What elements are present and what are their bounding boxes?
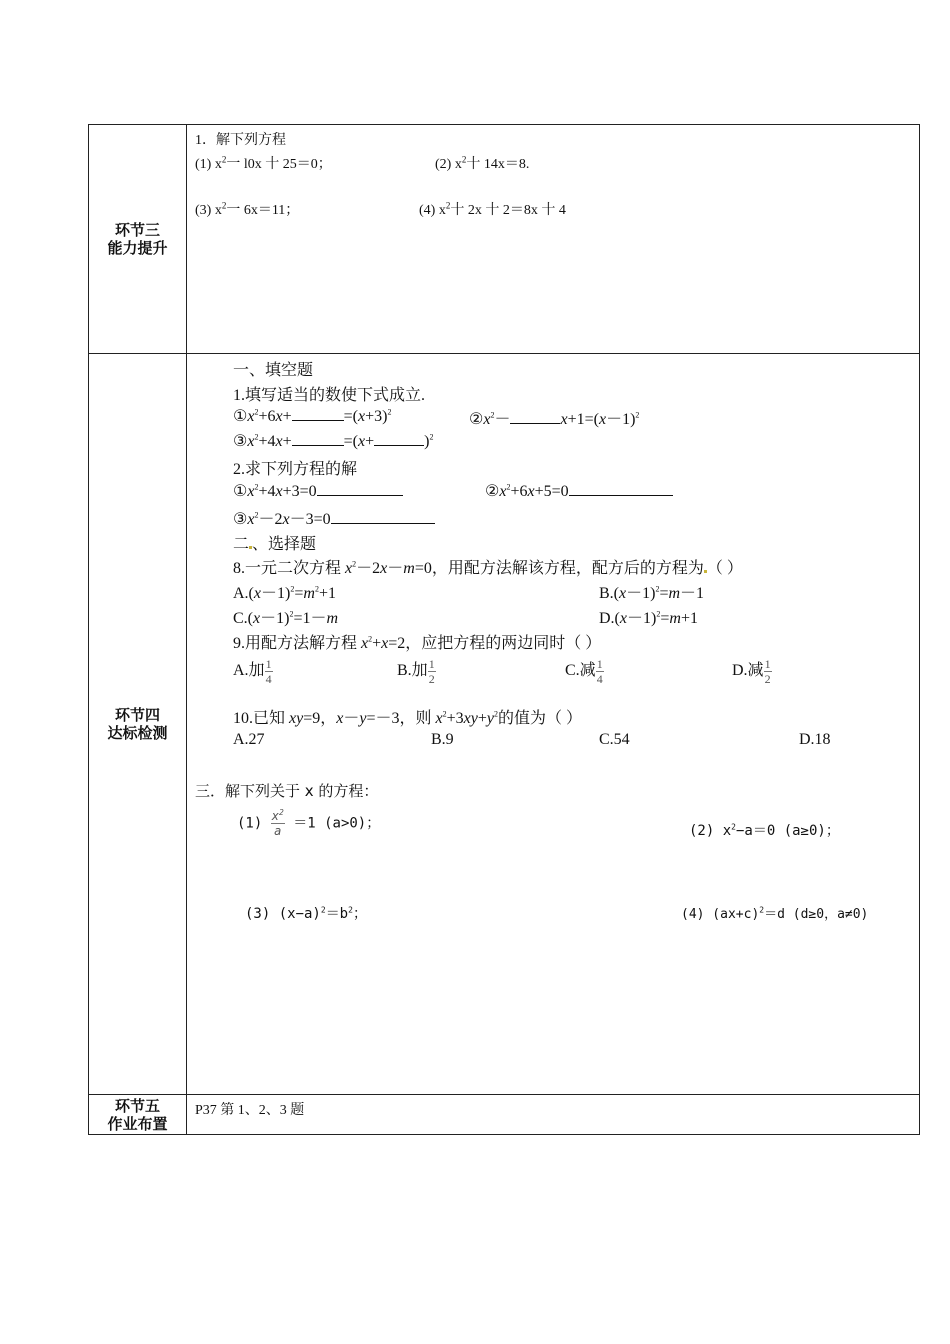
fraction: $\frac{1}{2}$ [764,657,771,686]
solve-item-2b: $②x^2+6x+5=0$ [485,481,673,501]
choice-9b[interactable]: B.加 $\frac{1}{2}$ [397,657,435,686]
equation-2: (2) $x^2$十 14x＝8. [435,154,530,172]
choice-8a[interactable]: $A.(x-1)^2=m^2+1$ [233,584,336,602]
choice-10c[interactable]: C.54 [599,731,630,748]
choice-9a[interactable]: A.加 $\frac{1}{4}$ [233,657,272,686]
fill-item-1a: $①x^2+6x+ =(x+3)^2$ [233,407,392,425]
answer-blank[interactable] [569,494,673,496]
equation-p3-4: (4) $(ax+c)^2=d$ (d≥0，a≠0) [681,905,869,922]
answer-blank[interactable] [510,422,560,424]
fraction: $\frac{x^2}{a}$ [271,808,284,838]
answer-blank[interactable] [317,494,403,496]
equation-4: (4) $x^2$十 2x 十 2＝8x 十 4 [419,200,566,218]
section-label-line1: 环节五 [114,1096,160,1115]
equation-p3-1: (1) $\frac{x^2}{a}$ ＝1 (a>0)； [237,808,381,838]
section-row-5 [89,1095,920,1135]
fill-question-1: 1.填写适当的数使下式成立. [233,387,426,404]
section-label-3 [89,125,187,354]
question-title: 1．解下列方程 [195,133,286,148]
choice-8b[interactable]: $B.(x-1)^2=m-1$ [599,584,705,602]
equation-p3-2: (2) $x^2-a=0$ (a≥0)； [689,822,840,839]
answer-blank[interactable] [331,522,435,524]
choice-9c[interactable]: C.减 $\frac{1}{4}$ [565,657,603,686]
section-label-line1: 环节三 [114,221,160,239]
section-label-5 [89,1095,187,1135]
solve-item-2c: $③x^2-2x-3=0$ [233,506,435,529]
choice-10d[interactable]: D.18 [799,731,831,748]
choice-8c[interactable]: $C.(x-1)^2=1-m$ [233,609,339,627]
fraction: $\frac{1}{4}$ [265,657,272,686]
fill-item-1b: $②x^2- x+1=(x-1)^2$ [469,410,640,428]
choice-10a[interactable]: A.27 [233,731,265,748]
part3-title: 三．解下列关于 x 的方程： [195,782,379,800]
section-label-line2: 作业布置 [107,1114,168,1133]
choice-question-8: 8.一元二次方程 $x^2-2x-m=0$，用配方法解该方程，配方后的方程为 （ ） [233,559,743,577]
section-content-3 [187,125,920,354]
section-label-line2: 能力提升 [107,239,168,257]
fraction: $\frac{1}{4}$ [596,657,603,686]
equation-1: (1) $x^2$一 l0x 十 25＝0； [195,154,332,172]
answer-blank[interactable] [292,444,344,446]
section-label-4 [89,354,187,1095]
choice-8d[interactable]: $D.(x-1)^2=m+1$ [599,609,698,627]
homework-text: P37 第 1、2、3 题 [195,1103,305,1118]
choice-10b[interactable]: B.9 [431,731,454,748]
choice-question-9: 9.用配方法解方程 $x^2+x=2$，应把方程的两边同时（ ） [233,634,602,652]
choice-9d[interactable]: D.减 $\frac{1}{2}$ [732,657,771,686]
part1-title: 一、填空题 [233,362,314,379]
equation-p3-3: (3) $(x-a)^2=b^2$； [245,905,367,922]
section-label-line2: 达标检测 [107,724,168,742]
section-row-3 [89,125,920,354]
section-content-5 [187,1095,920,1135]
choice-question-10: 10.已知 xy=9，x－y=－3，则 $x^2+3xy+y^2$的值为（ ） [233,709,583,727]
fill-item-1c: $③x^2+4x+ =(x+ )^2$ [233,432,434,450]
answer-blank[interactable] [374,444,424,446]
fill-question-2: 2.求下列方程的解 [233,461,358,478]
solve-item-2a: $①x^2+4x+3=0$ [233,481,403,501]
fraction: $\frac{1}{2}$ [428,657,435,686]
section-row-4 [89,354,920,1095]
section-content-4 [187,354,920,1095]
answer-blank[interactable] [292,419,344,421]
part2-title: 二 、选择题 [233,536,317,553]
lesson-table [88,124,920,1135]
equation-3: (3) $x^2$一 6x＝11； [195,200,300,218]
section-label-line1: 环节四 [114,706,160,724]
